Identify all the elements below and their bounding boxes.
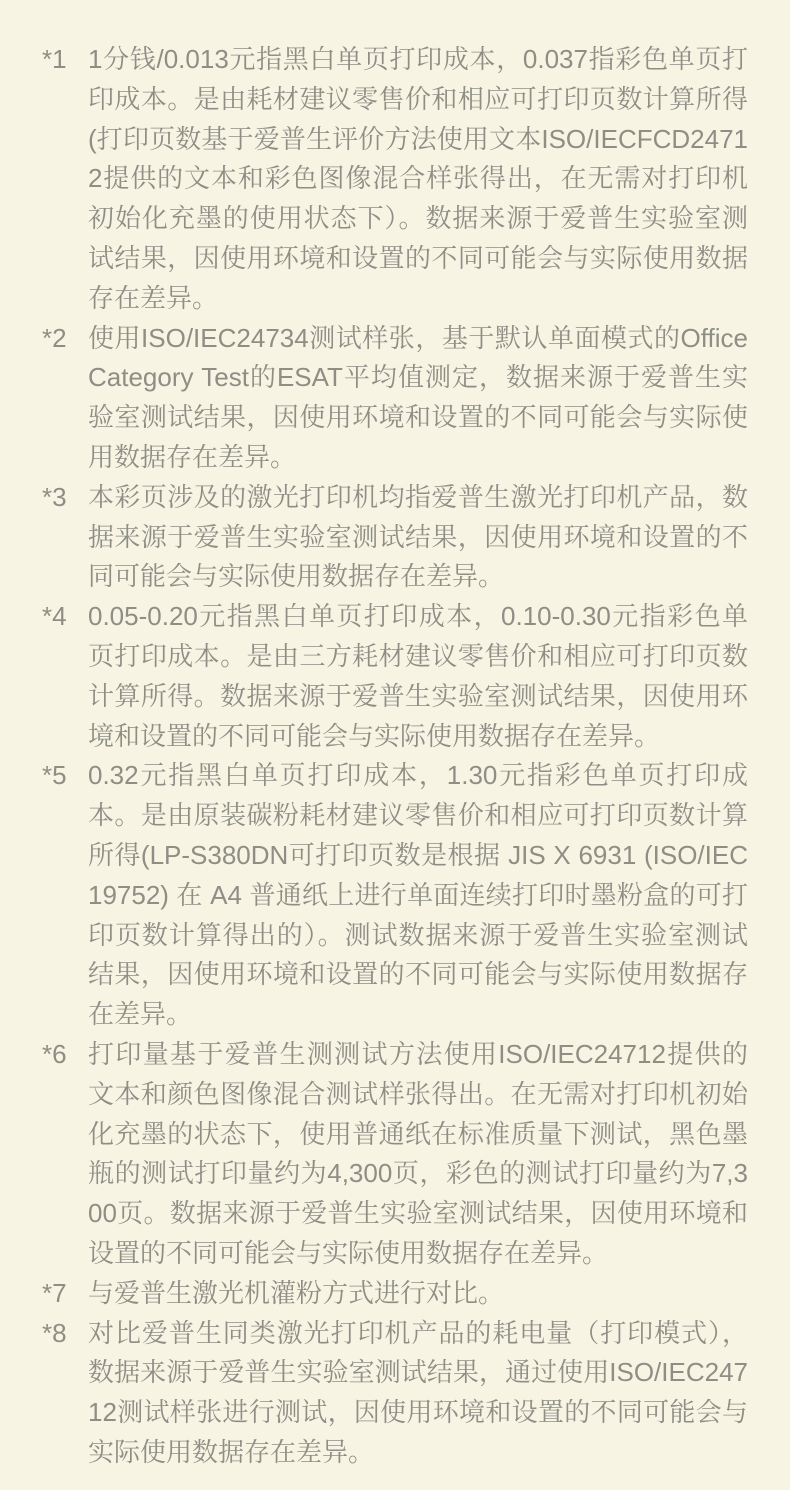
footnote-text: 使用ISO/IEC24734测试样张，基于默认单面模式的Office Category Test的ESAT平均值测定，数据来源于爱普生实验室测试结果，因使用环境和设置的不同可能会与实际使用数据存在差异。 [88, 322, 748, 472]
footnote-text: 0.32元指黑白单页打印成本，1.30元指彩色单页打印成本。是由原装碳粉耗材建议零售价和相应可打印页数计算所得(LP-S380DN可打印页数是根据 JIS X 6931 (ISO/IEC19752) 在 A4 普通纸上进行单面连续打印时墨粉盒的可打印页数计算得出的）。测试数据来源于爱普生实验室测试结果，因使用环境和设置的不同可能会与实际使用数据存在差异。 [88, 760, 748, 1030]
footnote-marker: *3 [42, 481, 67, 512]
footnote-item [42, 1035, 748, 1274]
footnote-text: 对比爱普生同类激光打印机产品的耗电量（打印模式），数据来源于爱普生实验室测试结果，通过使用ISO/IEC24712测试样张进行测试，因使用环境和设置的不同可能会与实际使用数据存在差异。 [88, 1317, 748, 1467]
footnote-item [42, 1274, 748, 1314]
footnote-item [42, 756, 748, 1035]
footnote-text: 0.05-0.20元指黑白单页打印成本，0.10-0.30元指彩色单页打印成本。是由三方耗材建议零售价和相应可打印页数计算所得。数据来源于爱普生实验室测试结果，因使用环境和设置的不同可能会与实际使用数据存在差异。 [88, 601, 748, 751]
footnote-marker: *2 [42, 322, 67, 353]
footnote-item [42, 1314, 748, 1473]
footnote-marker: *7 [42, 1277, 67, 1308]
footnote-text: 本彩页涉及的激光打印机均指爱普生激光打印机产品，数据来源于爱普生实验室测试结果，因使用环境和设置的不同可能会与实际使用数据存在差异。 [88, 481, 748, 592]
footnote-marker: *5 [42, 760, 67, 791]
footnote-marker: *6 [42, 1038, 67, 1069]
footnote-marker: *8 [42, 1317, 67, 1348]
footnote-marker: *1 [42, 44, 67, 74]
footnote-marker: *4 [42, 601, 67, 632]
footnote-text: 打印量基于爱普生测测试方法使用ISO/IEC24712提供的文本和颜色图像混合测试样张得出。在无需对打印机初始化充墨的状态下，使用普通纸在标准质量下测试，黑色墨瓶的测试打印量约为4,300页，彩色的测试打印量约为7,300页。数据来源于爱普生实验室测试结果，因使用环境和设置的不同可能会与实际使用数据存在差异。 [88, 1038, 748, 1268]
footnote-item [42, 597, 748, 756]
footnote-text: 与爱普生激光机灌粉方式进行对比。 [88, 1277, 505, 1308]
footnote-text: 1分钱/0.013元指黑白单页打印成本，0.037指彩色单页打印成本。是由耗材建议零售价和相应可打印页数计算所得(打印页数基于爱普生评价方法使用文本ISO/IECFCD24712提供的文本和彩色图像混合样张得出，在无需对打印机初始化充墨的使用状态下）。数据来源于爱普生实验室测试结果，因使用环境和设置的不同可能会与实际使用数据存在差异。 [88, 44, 748, 313]
footnote-item [42, 319, 748, 478]
footnote-item [42, 40, 748, 319]
footnote-item [42, 478, 748, 597]
